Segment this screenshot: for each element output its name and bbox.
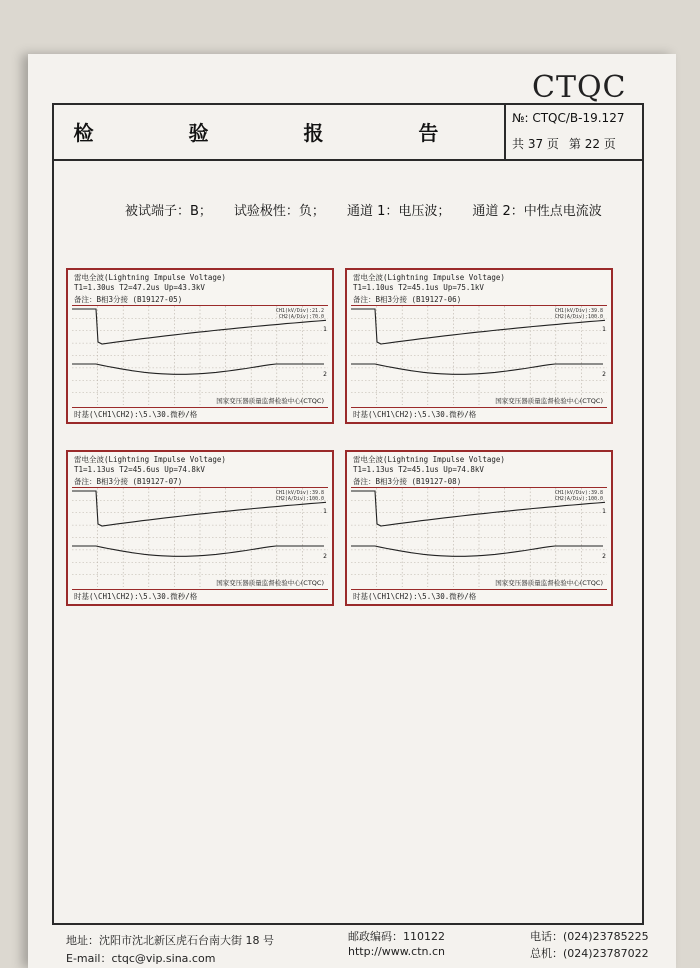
waveform-svg xyxy=(351,306,607,405)
report-header xyxy=(52,103,642,161)
waveform-panel xyxy=(345,450,613,606)
trace-2-label: 2 xyxy=(602,553,606,560)
panel-title: 雷电全波(Lightning Impulse Voltage) xyxy=(74,455,226,464)
panel-organization: 国家变压器质量监督检验中心(CTQC) xyxy=(216,579,324,587)
waveform-svg xyxy=(72,488,328,587)
footer-email: E-mail：ctqc@vip.sina.com xyxy=(66,952,216,965)
ch2-scale: CH2(A/Div):100.0 xyxy=(554,314,603,320)
panel-remark: 备注：B相3分接 (B19127-06) xyxy=(353,295,462,304)
current-trace xyxy=(351,546,603,556)
trace-1-label: 1 xyxy=(323,326,327,333)
test-info-line xyxy=(125,200,624,219)
footer-postcode: 邮政编码：110122 xyxy=(348,930,445,943)
waveform-plot xyxy=(72,305,328,408)
panel-timebase: 时基(\CH1\CH2):\5.\30.微秒/格 xyxy=(353,592,477,601)
ch1-scale: CH1(kV/Div):39.8 xyxy=(554,308,603,314)
waveform-svg xyxy=(72,306,328,405)
panel-remark: 备注：B相3分接 (B19127-05) xyxy=(74,295,183,304)
total-pages: 共 37 页 xyxy=(512,137,559,151)
panel-organization: 国家变压器质量监督检验中心(CTQC) xyxy=(495,397,603,405)
waveform-plot xyxy=(72,487,328,590)
trace-2-label: 2 xyxy=(323,371,327,378)
footer-website[interactable]: http://www.ctn.cn xyxy=(348,945,446,958)
trace-1-label: 1 xyxy=(602,326,606,333)
footer-phone: 电话：(024)23785225 xyxy=(530,930,649,943)
report-title: 检 验 报 告 xyxy=(73,121,483,145)
current-trace xyxy=(72,364,324,374)
page-count xyxy=(512,135,626,152)
brand-logo-text: CTQC xyxy=(532,70,627,105)
panel-params: T1=1.30us T2=47.2us Up=43.3kV xyxy=(74,283,205,292)
footer-address: 地址：沈阳市沈北新区虎石台南大街 18 号 xyxy=(66,934,274,947)
panel-organization: 国家变压器质量监督检验中心(CTQC) xyxy=(495,579,603,587)
waveform-panel xyxy=(66,268,334,424)
waveform-svg xyxy=(351,488,607,587)
panel-params: T1=1.10us T2=45.1us Up=75.1kV xyxy=(353,283,484,292)
panel-params: T1=1.13us T2=45.1us Up=74.8kV xyxy=(353,465,484,474)
panel-remark: 备注：B相3分接 (B19127-07) xyxy=(74,477,183,486)
ch1-scale: CH1(kV/Div):39.8 xyxy=(275,490,324,496)
panel-remark: 备注：B相3分接 (B19127-08) xyxy=(353,477,462,486)
trace-1-label: 1 xyxy=(602,508,606,515)
waveform-panel xyxy=(66,450,334,606)
waveform-panel xyxy=(345,268,613,424)
panel-timebase: 时基(\CH1\CH2):\5.\30.微秒/格 xyxy=(353,410,477,419)
panel-organization: 国家变压器质量监督检验中心(CTQC) xyxy=(216,397,324,405)
footer-switchboard: 总机：(024)23787022 xyxy=(530,947,649,960)
panel-params: T1=1.13us T2=45.6us Up=74.8kV xyxy=(74,465,205,474)
test-polarity: 试验极性：负； xyxy=(233,204,325,219)
panel-title: 雷电全波(Lightning Impulse Voltage) xyxy=(74,273,226,282)
waveform-plot xyxy=(351,487,607,590)
ch2-scale: CH2(A/Div):70.0 xyxy=(278,314,324,320)
test-channel-1: 通道 1：电压波； xyxy=(346,204,451,219)
panel-timebase: 时基(\CH1\CH2):\5.\30.微秒/格 xyxy=(74,592,198,601)
panel-timebase: 时基(\CH1\CH2):\5.\30.微秒/格 xyxy=(74,410,198,419)
ch2-scale: CH2(A/Div):100.0 xyxy=(554,496,603,502)
panel-title: 雷电全波(Lightning Impulse Voltage) xyxy=(353,455,505,464)
report-number: №: CTQC/B-19.127 xyxy=(512,111,625,125)
panel-title: 雷电全波(Lightning Impulse Voltage) xyxy=(353,273,505,282)
ch1-scale: CH1(kV/Div):39.8 xyxy=(554,490,603,496)
current-trace xyxy=(72,546,324,556)
trace-1-label: 1 xyxy=(323,508,327,515)
trace-2-label: 2 xyxy=(323,553,327,560)
waveform-plot xyxy=(351,305,607,408)
test-channel-2: 通道 2：中性点电流波 xyxy=(472,204,602,219)
current-page: 第 22 页 xyxy=(568,137,616,151)
ch1-scale: CH1(kV/Div):21.2 xyxy=(275,308,324,314)
trace-2-label: 2 xyxy=(602,371,606,378)
current-trace xyxy=(351,364,603,374)
header-divider xyxy=(504,103,506,159)
ch2-scale: CH2(A/Div):100.0 xyxy=(275,496,324,502)
test-terminal: 被试端子：B； xyxy=(125,204,212,219)
